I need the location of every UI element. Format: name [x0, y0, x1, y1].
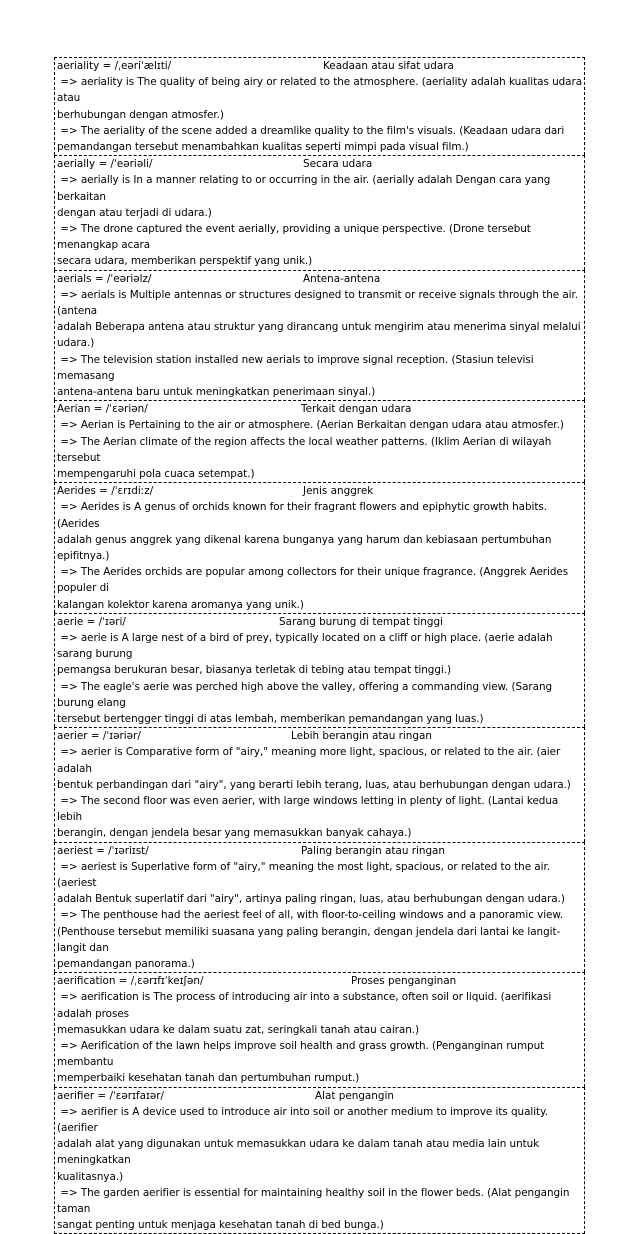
definition-line: adalah genus anggrek yang dikenal karena bunganya yang harum dan kebiasaan pertumbuhan epifitnya.) — [57, 533, 555, 563]
definition-line: => aerier is Comparative form of "airy," meaning more light, spacious, or related to the air. (aier adalah — [57, 746, 564, 775]
example-line: pemandangan tersebut menambahkan kualitas seperti mimpi pada visual film.) — [57, 141, 469, 153]
translation: Proses penganginan — [351, 975, 457, 988]
headword-pronunciation: aeriality = /ˌeəriˈælɪti/ — [57, 60, 172, 72]
definition-line: => Aerides is A genus of orchids known for their fragrant flowers and epiphytic growth habits. (Aerides — [57, 501, 551, 530]
definition-line: berhubungan dengan atmosfer.) — [57, 108, 224, 121]
definition-line: pemangsa berukuran besar, biasanya terletak di tebing atau tempat tinggi.) — [57, 664, 451, 677]
translation: Sarang burung di tempat tinggi — [279, 615, 443, 628]
translation: Secara udara — [303, 158, 373, 171]
dictionary-entry — [54, 613, 585, 727]
dictionary-entry — [54, 1087, 585, 1234]
example-line: kalangan kolektor karena aromanya yang unik.) — [57, 598, 304, 611]
example-line: pemandangan panorama.) — [57, 958, 195, 971]
example-line: => The drone captured the event aerially, providing a unique perspective. (Drone tersebut menangkap acara — [57, 223, 535, 252]
example-line: (Penthouse tersebut memiliki suasana yang paling berangin, dengan jendela dari lantai ke langit-langit dan — [57, 925, 561, 954]
headword-pronunciation: aerification = /ˌɛərɪfɪˈkeɪʃən/ — [57, 975, 204, 988]
example-line: => The television station installed new aerials to improve signal reception. (Stasiun televisi memasang — [57, 353, 537, 382]
headword-pronunciation: Aerian = /ˈɛəriən/ — [57, 403, 148, 416]
definition-line: => Aerian is Pertaining to the air or atmosphere. (Aerian Berkaitan dengan udara atau atmosfer.) — [57, 419, 564, 432]
translation: Alat pengangin — [315, 1089, 394, 1102]
headword-pronunciation: Aerides = /ˈɛrɪdiːz/ — [57, 485, 154, 498]
dictionary-entry-list — [54, 57, 585, 1234]
translation: Keadaan atau sifat udara — [323, 60, 454, 72]
example-line: => The eagle's aerie was perched high above the valley, offering a commanding view. (Sarang burung elang — [57, 680, 556, 709]
example-line: => The Aerides orchids are popular among collectors for their unique fragrance. (Anggrek Aerides populer di — [57, 566, 572, 595]
example-line: memperbaiki kesehatan tanah dan pertumbuhan rumput.) — [57, 1072, 360, 1085]
definition-line: bentuk perbandingan dari "airy", yang berarti lebih terang, luas, atau berhubungan dengan udara.) — [57, 778, 571, 791]
dictionary-entry — [54, 842, 585, 973]
definition-line: dengan atau terjadi di udara.) — [57, 206, 212, 219]
definition-line: => aerification is The process of introducing air into a substance, often soil or liquid. (aerifikasi adalah proses — [57, 991, 555, 1020]
headword-pronunciation: aerials = /ˈeəriəlz/ — [57, 272, 152, 285]
dictionary-entry — [54, 727, 585, 841]
entry-header — [57, 58, 582, 74]
headword-pronunciation: aerially = /ˈeəriəli/ — [57, 158, 153, 171]
definition-line: adalah Beberapa antena atau struktur yang dirancang untuk mengirim atau menerima sinyal melalui udara.) — [57, 321, 584, 350]
definition-line: adalah alat yang digunakan untuk memasukkan udara ke dalam tanah atau media lain untuk meningkatkan — [57, 1138, 543, 1167]
dictionary-entry — [54, 57, 585, 155]
headword-pronunciation: aerifier = /ˈɛərɪfaɪər/ — [57, 1089, 164, 1102]
headword-pronunciation: aerie = /ˈɪəri/ — [57, 615, 126, 628]
definition-line: kualitasnya.) — [57, 1170, 124, 1183]
entry-header — [57, 271, 582, 287]
example-line: berangin, dengan jendela besar yang memasukkan banyak cahaya.) — [57, 827, 412, 840]
definition-line: adalah Bentuk superlatif dari "airy", artinya paling ringan, luas, atau berhubungan dengan udara.) — [57, 893, 565, 906]
headword-pronunciation: aeriest = /ˈɪəriɪst/ — [57, 844, 149, 857]
headword-pronunciation: aerier = /ˈɪəriər/ — [57, 730, 141, 743]
example-line: secara udara, memberikan perspektif yang unik.) — [57, 255, 313, 268]
example-line: antena-antena baru untuk meningkatkan penerimaan sinyal.) — [57, 386, 376, 399]
definition-line: => aerials is Multiple antennas or structures designed to transmit or receive signals through the air. (antena — [57, 288, 582, 317]
dictionary-entry — [54, 270, 585, 401]
dictionary-entry — [54, 482, 585, 613]
definition-line: => aerially is In a manner relating to or occurring in the air. (aerially adalah Dengan cara yang berkaitan — [57, 174, 554, 203]
example-line: => The second floor was even aerier, with large windows letting in plenty of light. (Lantai kedua lebih — [57, 795, 562, 824]
example-line: => The garden aerifier is essential for maintaining healthy soil in the flower beds. (Alat pengangin taman — [57, 1186, 573, 1216]
entry-header — [57, 483, 582, 499]
example-line: => The penthouse had the aeriest feel of all, with floor-to-ceiling windows and a panoramic view. — [57, 909, 564, 922]
entry-header — [57, 1088, 582, 1104]
definition-line: => aeriality is The quality of being airy or related to the atmosphere. (aeriality adalah kualitas udara atau — [57, 76, 586, 105]
translation: Terkait dengan udara — [301, 403, 412, 416]
entry-header — [57, 843, 582, 859]
entry-header — [57, 728, 582, 744]
dictionary-entry — [54, 155, 585, 269]
definition-line: => aeriest is Superlative form of "airy," meaning the most light, spacious, or related to the air. (aeriest — [57, 860, 554, 890]
example-line: tersebut bertengger tinggi di atas lembah, memberikan pemandangan yang luas.) — [57, 713, 484, 726]
dictionary-entry — [54, 400, 585, 482]
definition-line: => aerie is A large nest of a bird of prey, typically located on a cliff or high place. (aerie adalah sarang burung — [57, 632, 556, 661]
definition-line: => aerifier is A device used to introduce air into soil or another medium to improve its quality. (aerifier — [57, 1105, 552, 1135]
entry-header — [57, 973, 582, 989]
translation: Lebih berangin atau ringan — [291, 730, 432, 743]
entry-header — [57, 156, 582, 172]
example-line: mempengaruhi pola cuaca setempat.) — [57, 468, 255, 481]
example-line: sangat penting untuk menjaga kesehatan tanah di bed bunga.) — [57, 1219, 384, 1232]
translation: Paling berangin atau ringan — [301, 844, 445, 857]
entry-header — [57, 614, 582, 630]
example-line: => Aerification of the lawn helps improve soil health and grass growth. (Penganginan rumput membantu — [57, 1040, 548, 1069]
definition-line: memasukkan udara ke dalam suatu zat, seringkali tanah atau cairan.) — [57, 1023, 420, 1036]
entry-header — [57, 401, 582, 417]
dictionary-entry — [54, 972, 585, 1086]
translation: Jenis anggrek — [303, 485, 374, 498]
example-line: => The aeriality of the scene added a dreamlike quality to the film's visuals. (Keadaan udara dari — [57, 124, 565, 137]
translation: Antena-antena — [303, 272, 381, 285]
example-line: => The Aerian climate of the region affects the local weather patterns. (Iklim Aerian di wilayah tersebut — [57, 435, 555, 464]
